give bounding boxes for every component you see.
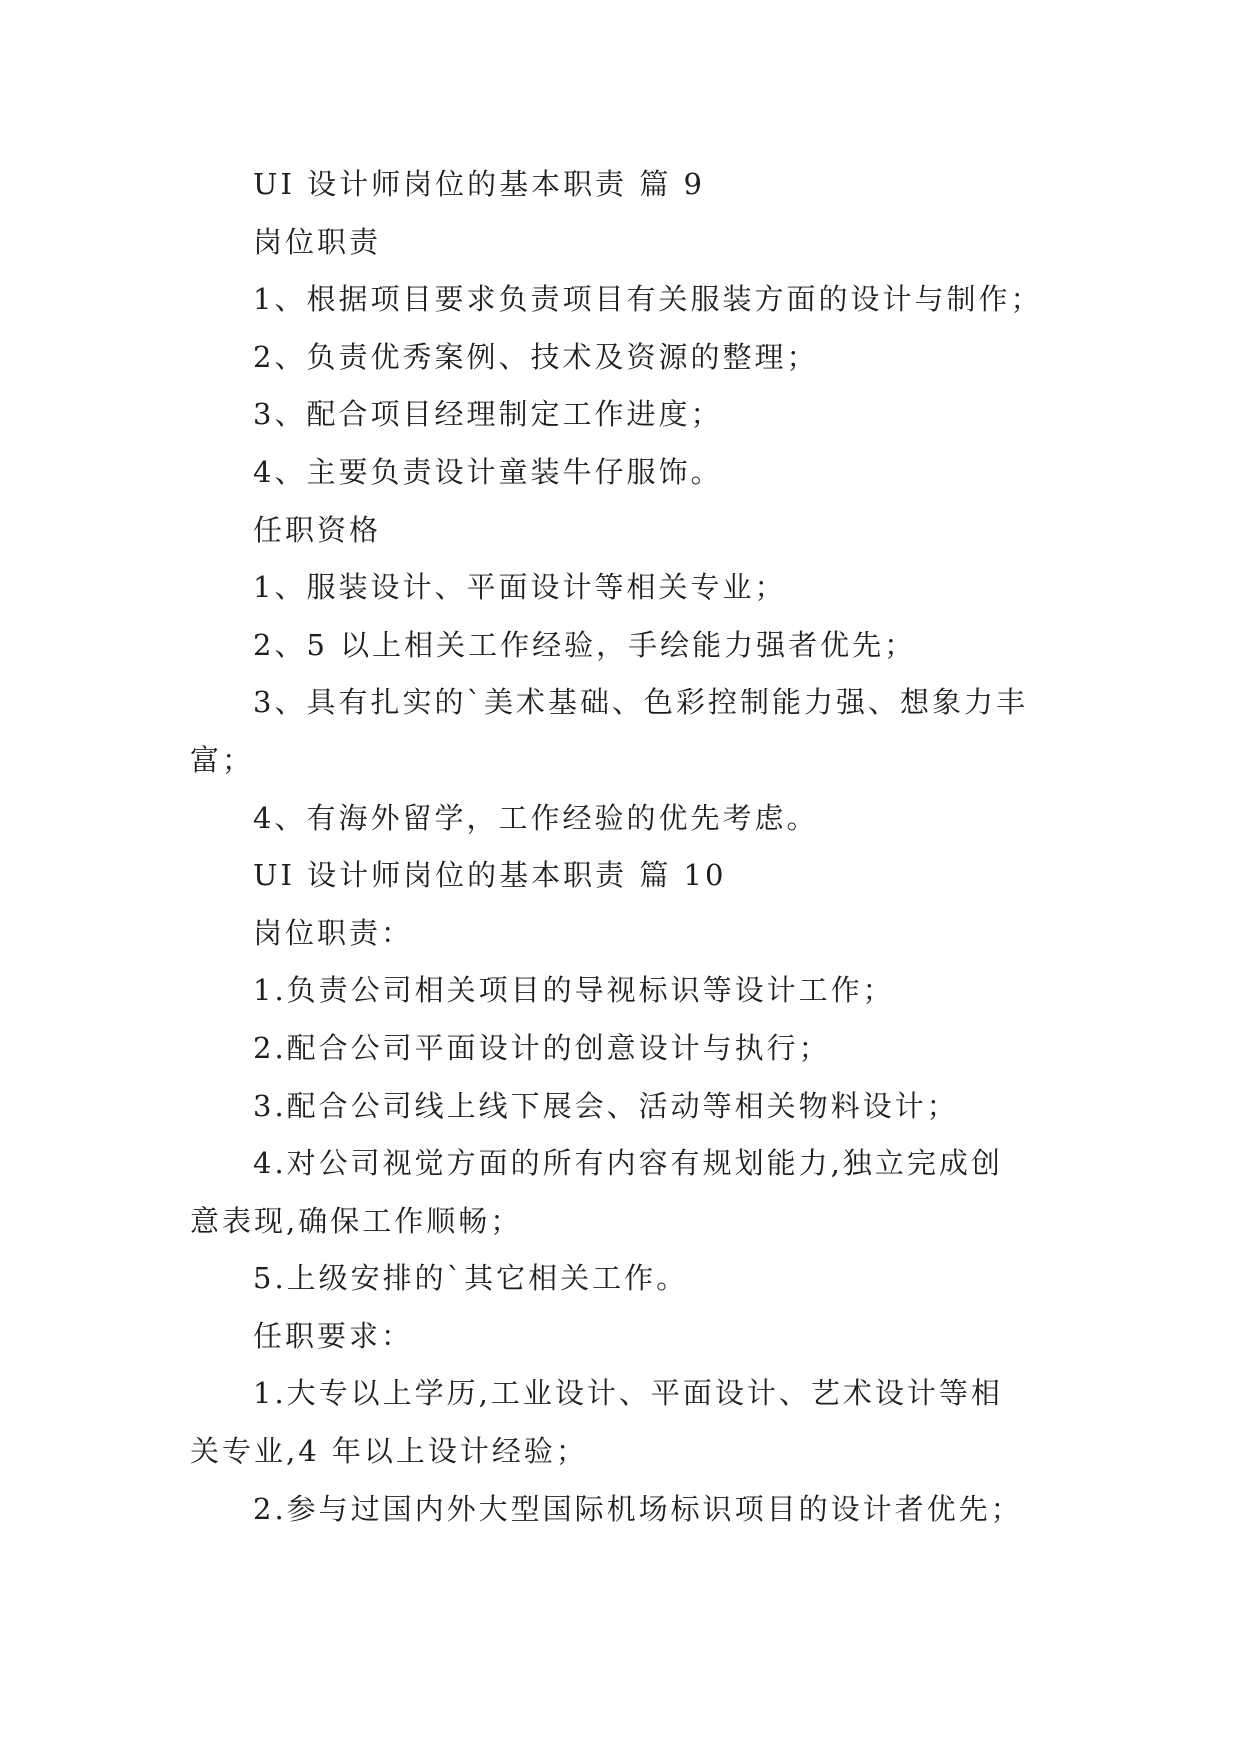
paragraph-line-continuation: 富； bbox=[190, 742, 255, 777]
paragraph-line: 2.参与过国内外大型国际机场标识项目的设计者优先； bbox=[253, 1491, 1023, 1526]
paragraph-line: 2、5 以上相关工作经验，手绘能力强者优先； bbox=[253, 627, 917, 662]
paragraph-line-continuation: 关专业,4 年以上设计经验； bbox=[190, 1434, 588, 1469]
paragraph-line: 1、服装设计、平面设计等相关专业； bbox=[253, 570, 787, 605]
paragraph-line: 4、有海外留学，工作经验的优先考虑。 bbox=[253, 800, 819, 835]
paragraph-line: 3、配合项目经理制定工作进度； bbox=[253, 397, 723, 432]
paragraph-line: 3.配合公司线上线下展会、活动等相关物料设计； bbox=[253, 1088, 959, 1123]
paragraph-line: 1.负责公司相关项目的导视标识等设计工作； bbox=[253, 973, 895, 1008]
paragraph-line: 1.大专以上学历,工业设计、平面设计、艺术设计等相 bbox=[253, 1376, 1003, 1411]
paragraph-line: 4、主要负责设计童装牛仔服饰。 bbox=[253, 454, 723, 489]
subheading-duties: 岗位职责 bbox=[253, 224, 382, 259]
paragraph-line: 4.对公司视觉方面的所有内容有规划能力,独立完成创 bbox=[253, 1146, 1003, 1181]
paragraph-line: 2.配合公司平面设计的创意设计与执行； bbox=[253, 1030, 831, 1065]
subheading-duties: 岗位职责： bbox=[253, 915, 414, 950]
subheading-qualifications: 任职资格 bbox=[253, 512, 382, 547]
section-heading-10: UI 设计师岗位的基本职责 篇 10 bbox=[253, 858, 727, 893]
paragraph-line: 3、具有扎实的`美术基础、色彩控制能力强、想象力丰 bbox=[253, 685, 1028, 720]
paragraph-line: 5.上级安排的`其它相关工作。 bbox=[253, 1261, 689, 1296]
paragraph-line: 2、负责优秀案例、技术及资源的整理； bbox=[253, 339, 819, 374]
section-heading-9: UI 设计师岗位的基本职责 篇 9 bbox=[253, 167, 706, 201]
subheading-requirements: 任职要求： bbox=[253, 1318, 414, 1353]
paragraph-line: 1、根据项目要求负责项目有关服装方面的设计与制作； bbox=[253, 282, 1043, 317]
paragraph-line-continuation: 意表现,确保工作顺畅； bbox=[190, 1203, 523, 1238]
document-body bbox=[190, 156, 1050, 1538]
